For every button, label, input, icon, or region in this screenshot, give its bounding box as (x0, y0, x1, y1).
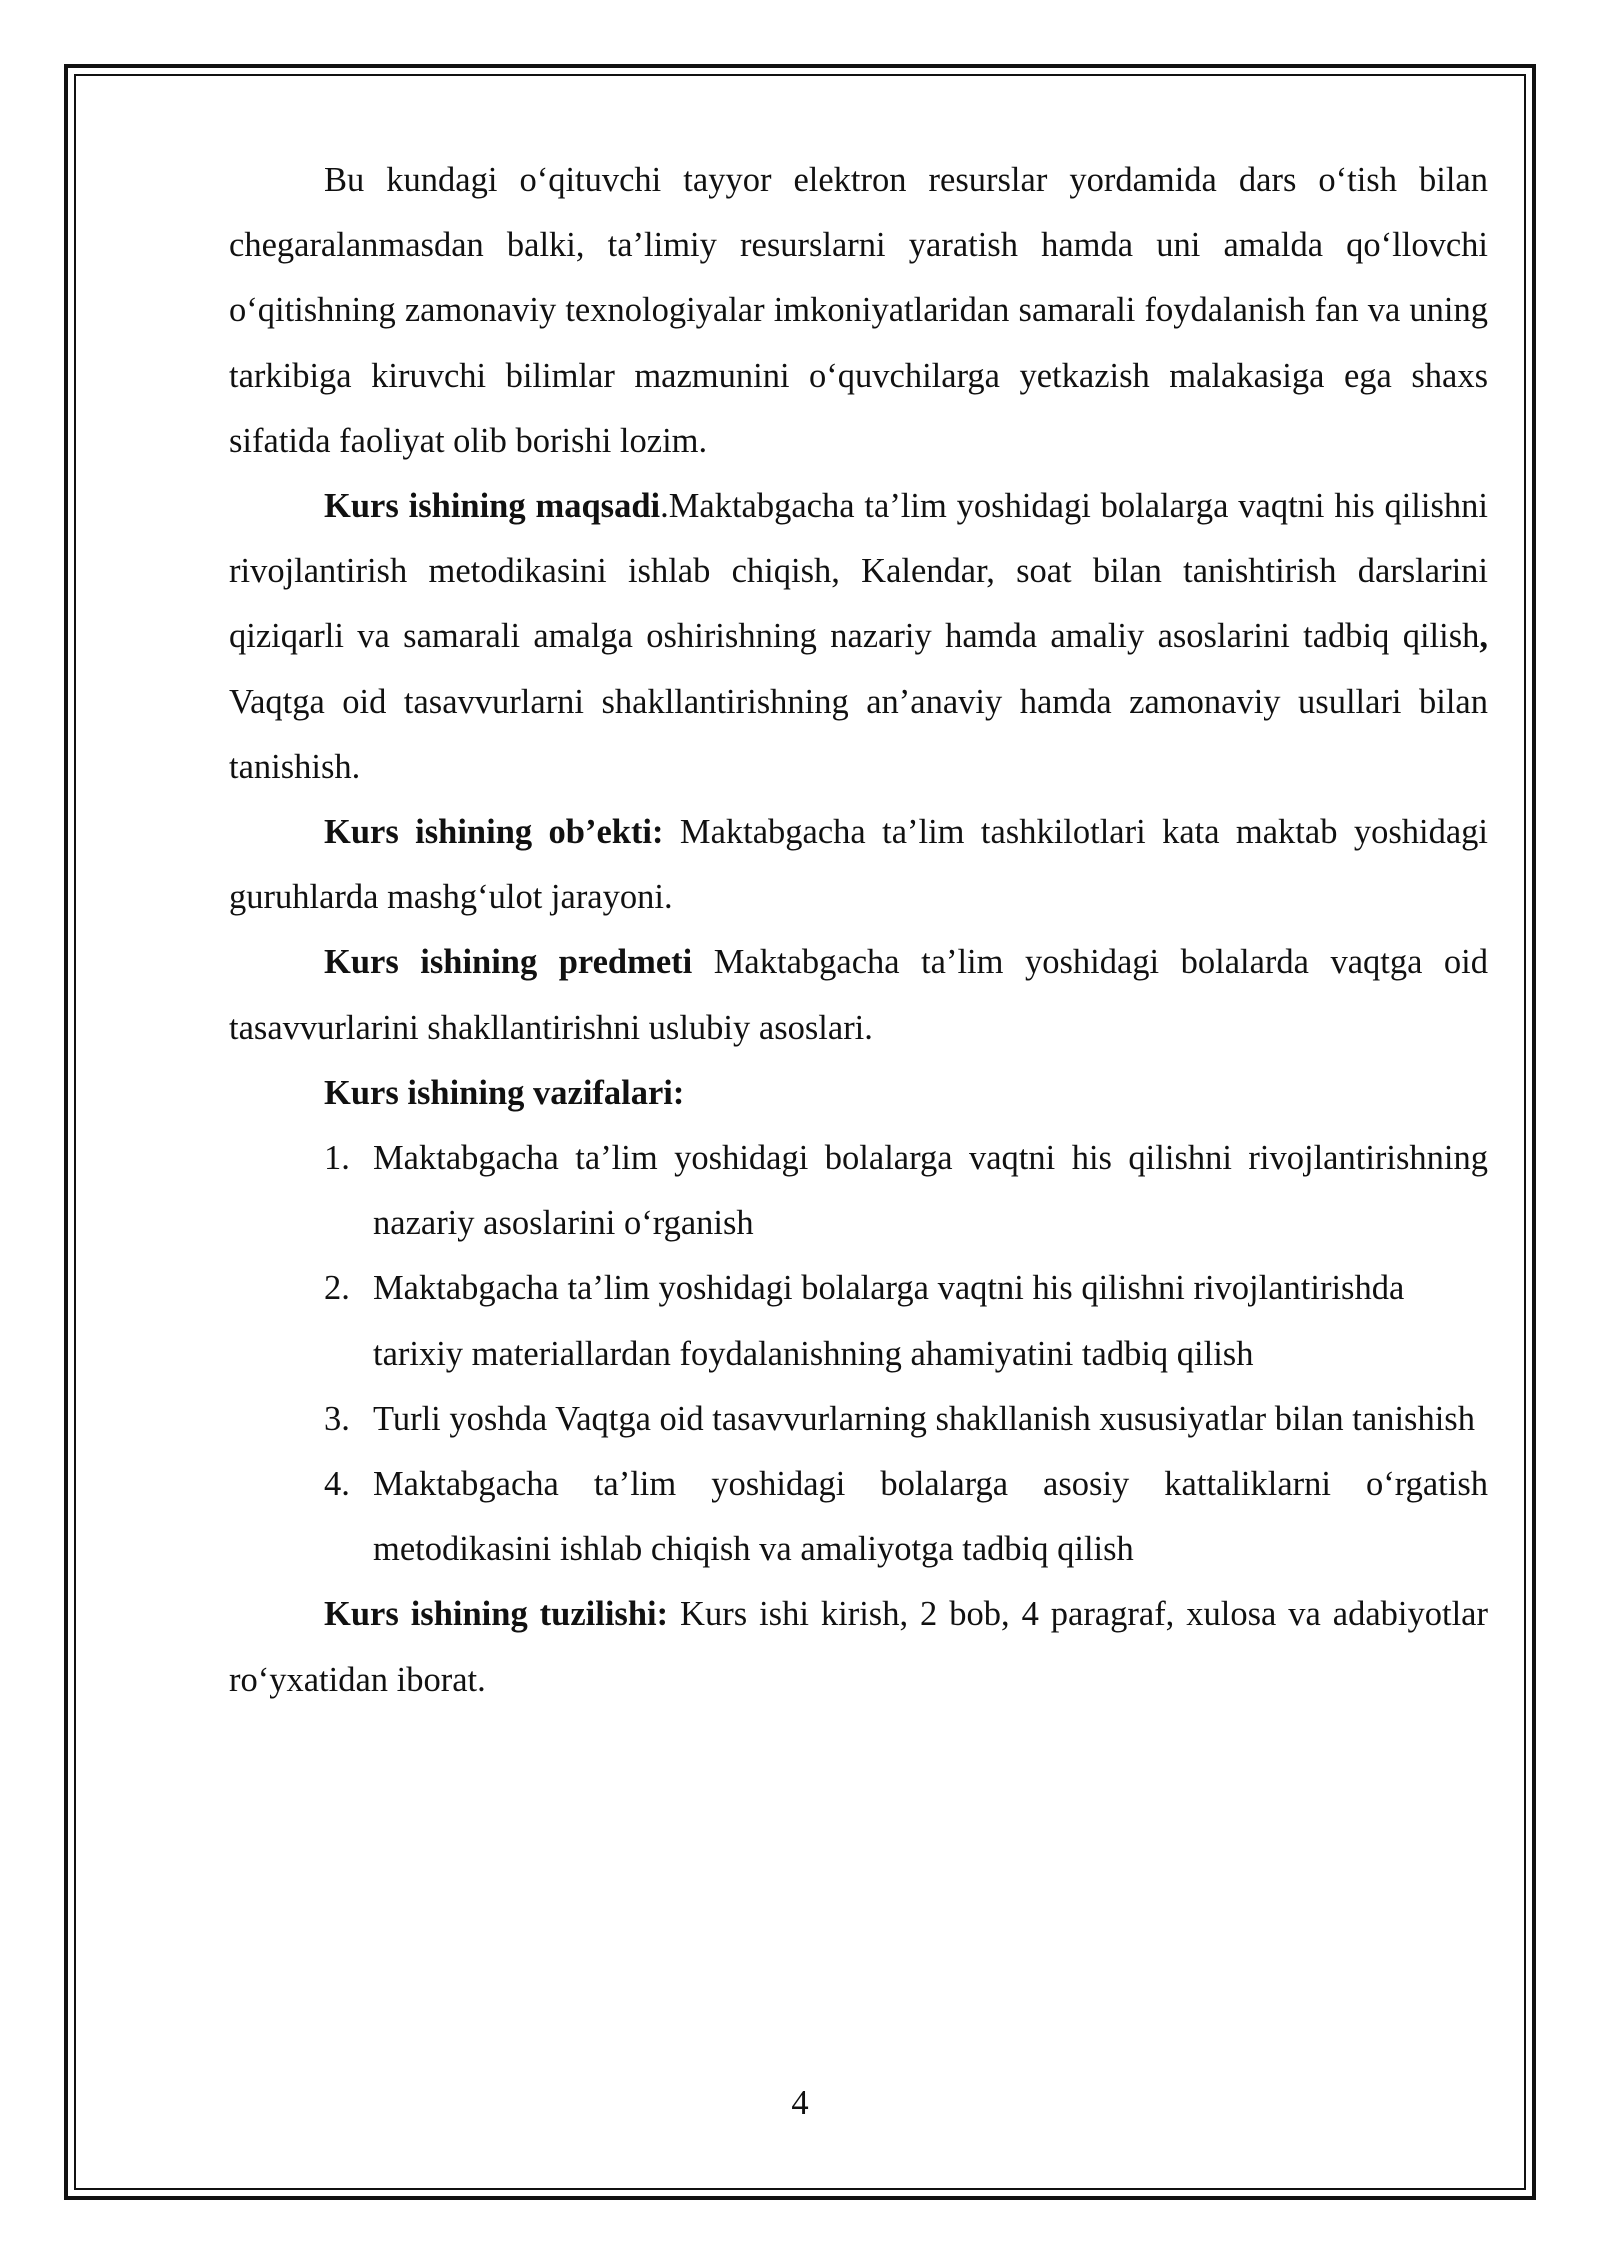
goal-comma: , (1479, 617, 1488, 656)
subject-paragraph (229, 930, 1488, 1060)
object-paragraph (229, 800, 1488, 930)
list-item-number: 4. (324, 1465, 350, 1504)
list-item-text: Maktabgacha ta’lim yoshidagi bolalarga vaqtni his qilishni rivojlantirishda tarixiy materiallardan foydalanishning ahamiyatini tadbiq qilish (373, 1269, 1405, 1373)
goal-text-b: Vaqtga oid tasavvurlarni shakllantirishning an’anaviy hamda zamonaviy usullari bilan tanishish. (229, 682, 1488, 786)
list-item (229, 1452, 1488, 1582)
structure-text: Kurs ishi kirish, 2 bob, 4 paragraf, xulosa va adabiyotlar ro‘yxatidan iborat. (229, 1595, 1488, 1699)
list-item-number: 2. (324, 1269, 350, 1308)
structure-label: Kurs ishining tuzilishi: (324, 1595, 669, 1634)
goal-label: Kurs ishining maqsadi (324, 487, 661, 526)
goal-text-a: .Maktabgacha ta’lim yoshidagi bolalarga vaqtni his qilishni rivojlantirish metodikasini ishlab chiqish, Kalendar, soat bilan tanishtirish darslarini qiziqarli va samarali amalga oshirishning nazariy hamda amaliy asoslarini tadbiq qilish (229, 487, 1488, 656)
structure-paragraph (229, 1582, 1488, 1712)
tasks-list (229, 1126, 1488, 1582)
list-item-text: Maktabgacha ta’lim yoshidagi bolalarga vaqtni his qilishni rivojlantirishning nazariy asoslarini o‘rganish (373, 1139, 1488, 1243)
list-item-text: Maktabgacha ta’lim yoshidagi bolalarga asosiy kattaliklarni o‘rgatish metodikasini ishlab chiqish va amaliyotga tadbiq qilish (373, 1465, 1488, 1569)
list-item-number: 1. (324, 1139, 350, 1178)
subject-label: Kurs ishining predmeti (324, 943, 693, 982)
subject-text: Maktabgacha ta’lim yoshidagi bolalarda vaqtga oid tasavvurlarini shakllantirishni uslubiy asoslari. (229, 943, 1488, 1047)
object-label: Kurs ishining ob’ekti: (324, 813, 664, 852)
intro-paragraph: Bu kundagi o‘qituvchi tayyor elektron resurslar yordamida dars o‘tish bilan chegaralanmasdan balki, ta’limiy resurslarni yaratish hamda uni amalda qo‘llovchi o‘qitishning zamonaviy texnologiyalar imkoniyatlaridan samarali foydalanish fan va uning tarkibiga kiruvchi bilimlar mazmunini o‘quvchilarga yetkazish malakasiga ega shaxs sifatida faoliyat olib borishi lozim. (229, 161, 1488, 460)
tasks-label: Kurs ishining vazifalari: (324, 1073, 685, 1112)
list-item (229, 1126, 1488, 1256)
list-item-number: 3. (324, 1399, 350, 1438)
object-text: Maktabgacha ta’lim tashkilotlari kata maktab yoshidagi guruhlarda mashg‘ulot jarayoni. (229, 813, 1488, 917)
list-item (229, 1387, 1488, 1452)
document-body (229, 148, 1488, 1713)
page-number: 4 (791, 2084, 809, 2122)
list-item (229, 1256, 1500, 1386)
list-item-text: Turli yoshda Vaqtga oid tasavvurlarning shakllanish xususiyatlar bilan tanishish (373, 1399, 1475, 1438)
goal-paragraph (229, 474, 1488, 800)
tasks-heading (229, 1061, 1488, 1126)
